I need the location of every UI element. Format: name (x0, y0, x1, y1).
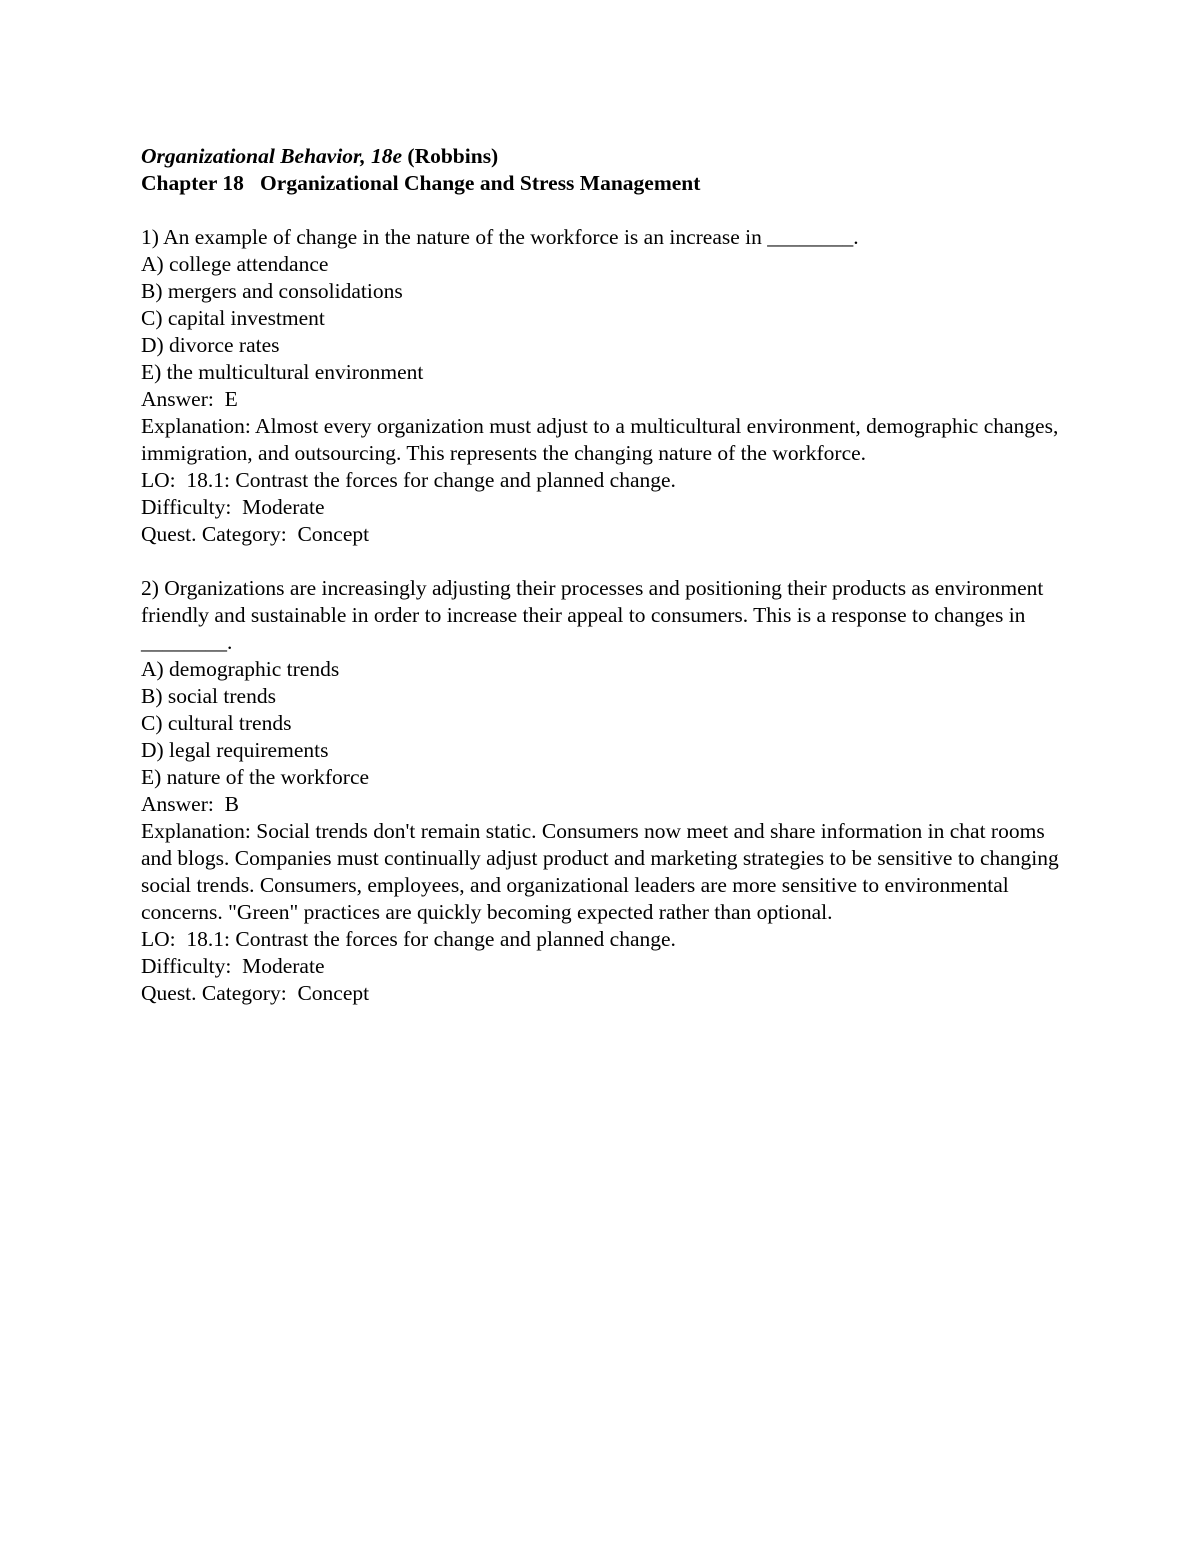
answer-option: C) cultural trends (141, 711, 292, 735)
question-category: Quest. Category: Concept (141, 522, 370, 546)
question-stem: 2) Organizations are increasingly adjusting their processes and positioning their products as environment friendly and sustainable in order to increase their appeal to consumers. This is a response to changes in ________. (141, 576, 1044, 654)
answer-key: Answer: B (141, 792, 239, 816)
difficulty: Difficulty: Moderate (141, 495, 325, 519)
question-block (141, 224, 1081, 548)
answer-option: E) the multicultural environment (141, 360, 424, 384)
learning-objective: LO: 18.1: Contrast the forces for change and planned change. (141, 927, 676, 951)
answer-key: Answer: E (141, 387, 238, 411)
explanation: Explanation: Social trends don't remain static. Consumers now meet and share information in chat rooms and blogs. Companies must continually adjust product and marketing strategies to be sensitive to changing social trends. Consumers, employees, and organizational leaders are more sensitive to environmental concerns. "Green" practices are quickly becoming expected rather than optional. (141, 819, 1059, 924)
explanation: Explanation: Almost every organization must adjust to a multicultural environment, demographic changes, immigration, and outsourcing. This represents the changing nature of the workforce. (141, 414, 1059, 465)
learning-objective: LO: 18.1: Contrast the forces for change and planned change. (141, 468, 676, 492)
answer-option: E) nature of the workforce (141, 765, 370, 789)
answer-option: D) divorce rates (141, 333, 280, 357)
document-page (141, 143, 1081, 1034)
answer-option: D) legal requirements (141, 738, 329, 762)
answer-option: B) social trends (141, 684, 276, 708)
difficulty: Difficulty: Moderate (141, 954, 325, 978)
book-header (141, 143, 1081, 170)
question-category: Quest. Category: Concept (141, 981, 370, 1005)
answer-option: B) mergers and consolidations (141, 279, 403, 303)
answer-option: A) college attendance (141, 252, 329, 276)
question-stem: 1) An example of change in the nature of the workforce is an increase in ________. (141, 225, 859, 249)
book-author: (Robbins) (402, 144, 499, 168)
question-block (141, 575, 1081, 1007)
chapter-title: Chapter 18 Organizational Change and Stress Management (141, 171, 701, 195)
answer-option: A) demographic trends (141, 657, 340, 681)
book-title: Organizational Behavior, 18e (141, 144, 403, 168)
answer-option: C) capital investment (141, 306, 325, 330)
